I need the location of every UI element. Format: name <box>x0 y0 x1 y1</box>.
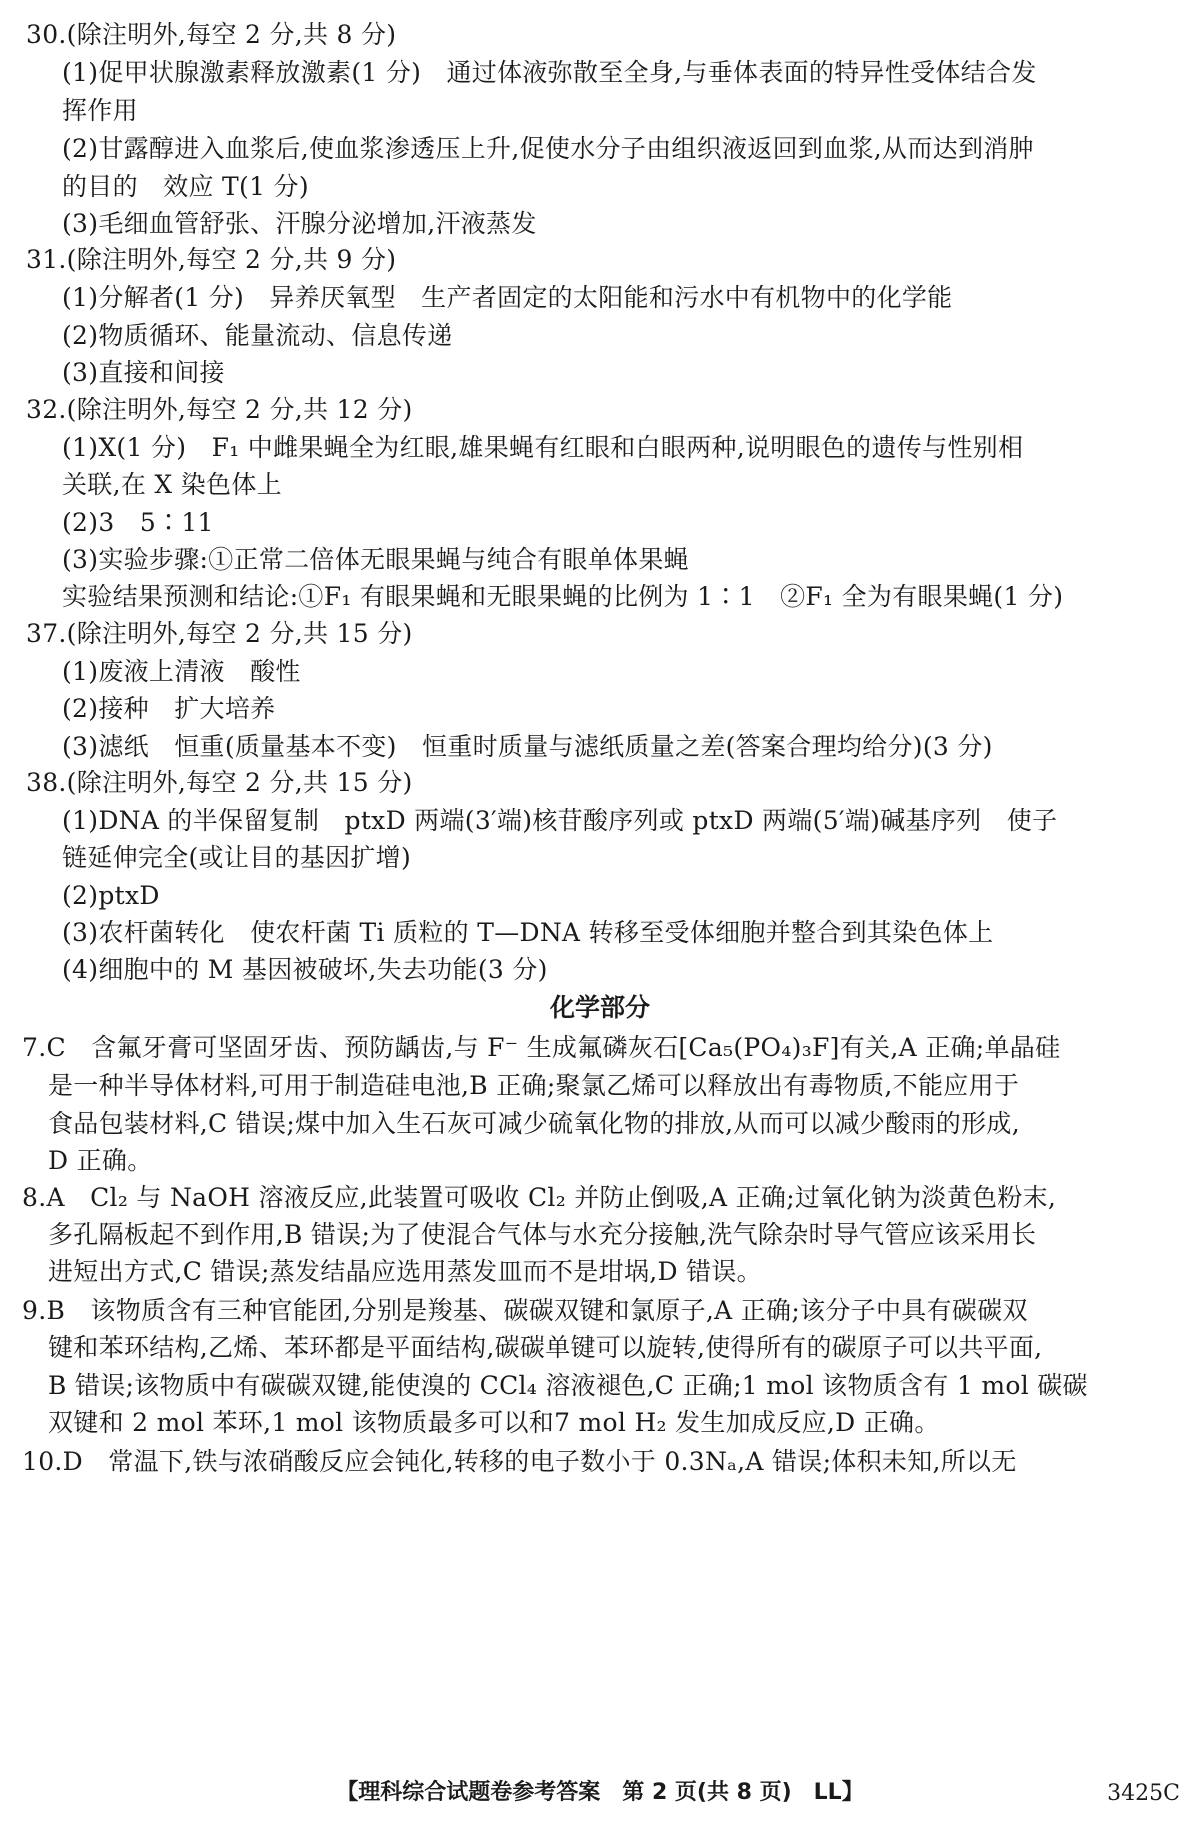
answer-line: 的目的 效应 T(1 分) <box>62 172 309 201</box>
answer-line: (1)废液上清液 酸性 <box>62 657 301 686</box>
answer-line: D 正确。 <box>48 1146 153 1175</box>
answer-line: (3)滤纸 恒重(质量基本不变) 恒重时质量与滤纸质量之差(答案合理均给分)(3 分) <box>62 732 993 761</box>
question-8-line: 8.A Cl₂ 与 NaOH 溶液反应,此装置可吸收 Cl₂ 并防止倒吸,A 正确;过氧化钠为淡黄色粉末, <box>22 1183 1057 1212</box>
answer-line: 键和苯环结构,乙烯、苯环都是平面结构,碳碳单键可以旋转,使得所有的碳原子可以共平面, <box>48 1333 1043 1362</box>
answer-line: (1)DNA 的半保留复制 ptxD 两端(3′端)核苷酸序列或 ptxD 两端(5′端)碱基序列 使子 <box>62 806 1058 835</box>
question-7-line: 7.C 含氟牙膏可坚固牙齿、预防龋齿,与 F⁻ 生成氟磷灰石[Ca₅(PO₄)₃F]有关,A 正确;单晶硅 <box>22 1033 1061 1062</box>
page-code: 3425C <box>1107 1781 1180 1806</box>
question-32-header: 32.(除注明外,每空 2 分,共 12 分) <box>26 395 413 424</box>
answer-line: 多孔隔板起不到作用,B 错误;为了使混合气体与水充分接触,洗气除杂时导气管应该采用长 <box>48 1220 1037 1249</box>
question-38-header: 38.(除注明外,每空 2 分,共 15 分) <box>26 768 413 797</box>
chemistry-heading: 化学部分 <box>549 993 650 1022</box>
answer-line: 双键和 2 mol 苯环,1 mol 该物质最多可以和7 mol H₂ 发生加成反应,D 正确。 <box>48 1408 940 1437</box>
answer-line: (1)促甲状腺激素释放激素(1 分) 通过体液弥散至全身,与垂体表面的特异性受体结合发 <box>62 58 1037 87</box>
answer-line: 实验结果预测和结论:①F₁ 有眼果蝇和无眼果蝇的比例为 1∶1 ②F₁ 全为有眼果蝇(1 分) <box>62 582 1064 611</box>
answer-line: (2)ptxD <box>62 881 160 910</box>
answer-line: 关联,在 X 染色体上 <box>62 470 282 499</box>
question-37-header: 37.(除注明外,每空 2 分,共 15 分) <box>26 619 413 648</box>
question-10-line: 10.D 常温下,铁与浓硝酸反应会钝化,转移的电子数小于 0.3Nₐ,A 错误;体积未知,所以无 <box>22 1447 1017 1476</box>
answer-line: 进短出方式,C 错误;蒸发结晶应选用蒸发皿而不是坩埚,D 错误。 <box>48 1257 762 1286</box>
answer-line: (3)农杆菌转化 使农杆菌 Ti 质粒的 T—DNA 转移至受体细胞并整合到其染色体上 <box>62 918 994 947</box>
answer-line: 食品包装材料,C 错误;煤中加入生石灰可减少硫氧化物的排放,从而可以减少酸雨的形成, <box>48 1109 1020 1138</box>
answer-line: (2)物质循环、能量流动、信息传递 <box>62 321 453 350</box>
answer-line: (3)毛细血管舒张、汗腺分泌增加,汗液蒸发 <box>62 209 537 238</box>
answer-line: 挥作用 <box>62 96 138 125</box>
answer-line: 链延伸完全(或让目的基因扩增) <box>62 843 412 872</box>
answer-line: (4)细胞中的 M 基因被破坏,失去功能(3 分) <box>62 955 548 984</box>
answer-line: (1)分解者(1 分) 异养厌氧型 生产者固定的太阳能和污水中有机物中的化学能 <box>62 283 953 312</box>
answer-line: B 错误;该物质中有碳碳双键,能使溴的 CCl₄ 溶液褪色,C 正确;1 mol 该物质含有 1 mol 碳碳 <box>48 1371 1088 1400</box>
answer-line: 是一种半导体材料,可用于制造硅电池,B 正确;聚氯乙烯可以释放出有毒物质,不能应用于 <box>48 1071 1020 1100</box>
question-31-header: 31.(除注明外,每空 2 分,共 9 分) <box>26 245 397 274</box>
answer-line: (3)直接和间接 <box>62 358 225 387</box>
answer-line: (2)接种 扩大培养 <box>62 694 276 723</box>
question-30-header: 30.(除注明外,每空 2 分,共 8 分) <box>26 20 397 49</box>
answer-line: (3)实验步骤:①正常二倍体无眼果蝇与纯合有眼单体果蝇 <box>62 545 689 574</box>
answer-line: (2)3 5∶11 <box>62 508 214 537</box>
answer-line: (1)X(1 分) F₁ 中雌果蝇全为红眼,雄果蝇有红眼和白眼两种,说明眼色的遗传与性别相 <box>62 433 1024 462</box>
page-footer: 【理科综合试题卷参考答案 第 2 页(共 8 页) LL】 <box>336 1780 864 1805</box>
answer-line: (2)甘露醇进入血浆后,使血浆渗透压上升,促使水分子由组织液返回到血浆,从而达到消肿 <box>62 134 1034 163</box>
question-9-line: 9.B 该物质含有三种官能团,分别是羧基、碳碳双键和氯原子,A 正确;该分子中具有碳碳双 <box>22 1296 1028 1325</box>
